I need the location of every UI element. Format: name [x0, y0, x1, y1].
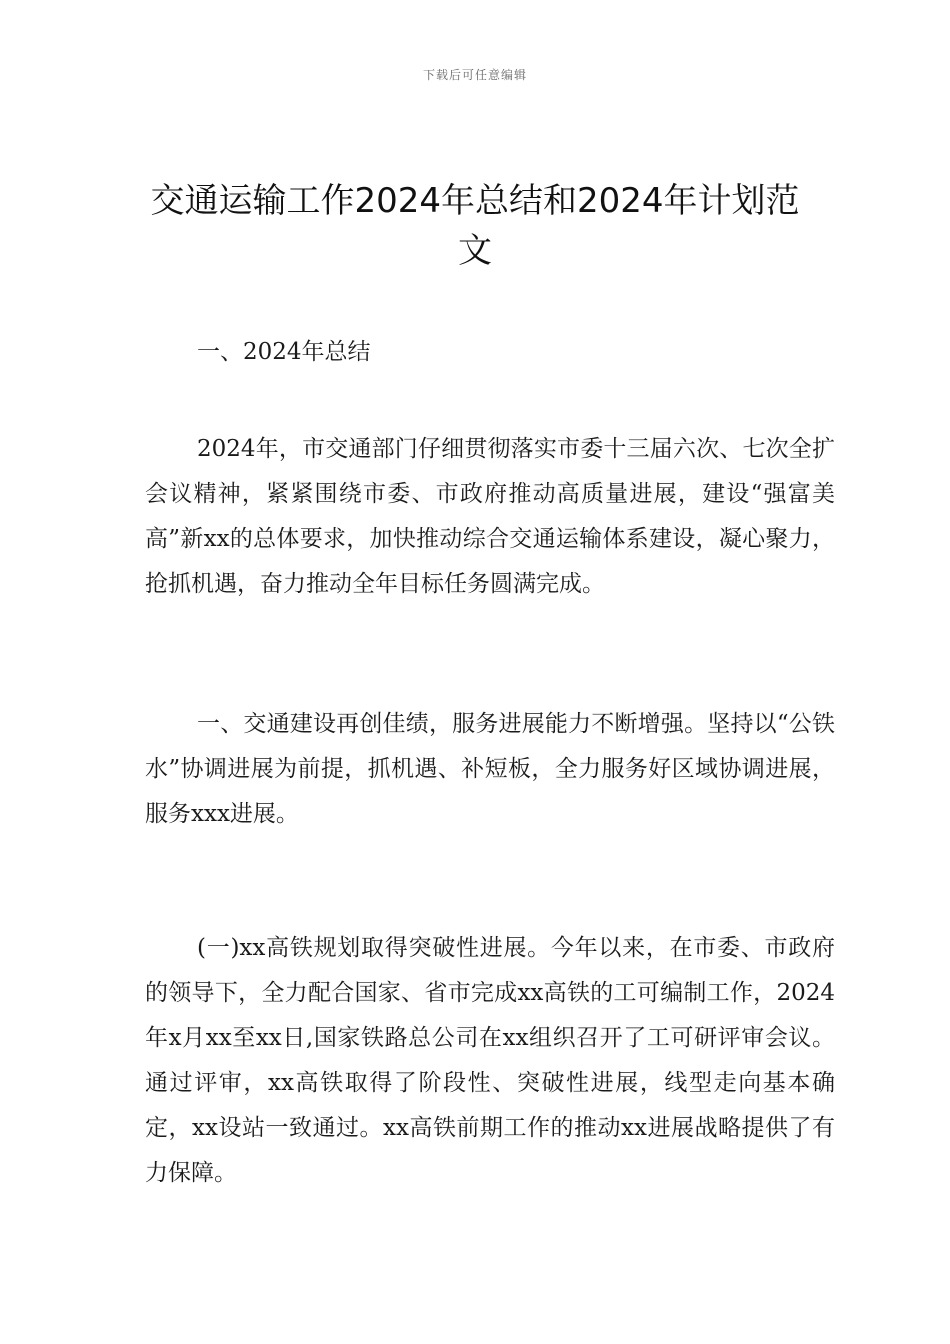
document-title: 交通运输工作2024年总结和2024年计划范文	[150, 181, 800, 271]
header-note: 下载后可任意编辑	[422, 68, 527, 82]
paragraph-summary-intro: 2024年，市交通部门仔细贯彻落实市委十三届六次、七次全扩会议精神，紧紧围绕市委、市政府推动高质量进展，建设“强富美高”新xx的总体要求，加快推动综合交通运输体系建设，凝心聚力，抢抓机遇，奋力推动全年目标任务圆满完成。	[145, 436, 835, 597]
paragraph-high-speed-rail: (一)xx高铁规划取得突破性进展。今年以来，在市委、市政府的领导下，全力配合国家、省市完成xx高铁的工可编制工作，2024年x月xx至xx日,国家铁路总公司在xx组织召开了工可研评审会议。通过评审，xx高铁取得了阶段性、突破性进展，线型走向基本确定，xx设站一致通过。xx高铁前期工作的推动xx进展战略提供了有力保障。	[145, 935, 835, 1186]
section-heading: 一、2024年总结	[197, 339, 371, 365]
paragraph-construction: 一、交通建设再创佳绩，服务进展能力不断增强。坚持以“公铁水”协调进展为前提，抓机遇、补短板，全力服务好区域协调进展，服务xxx进展。	[145, 711, 835, 827]
